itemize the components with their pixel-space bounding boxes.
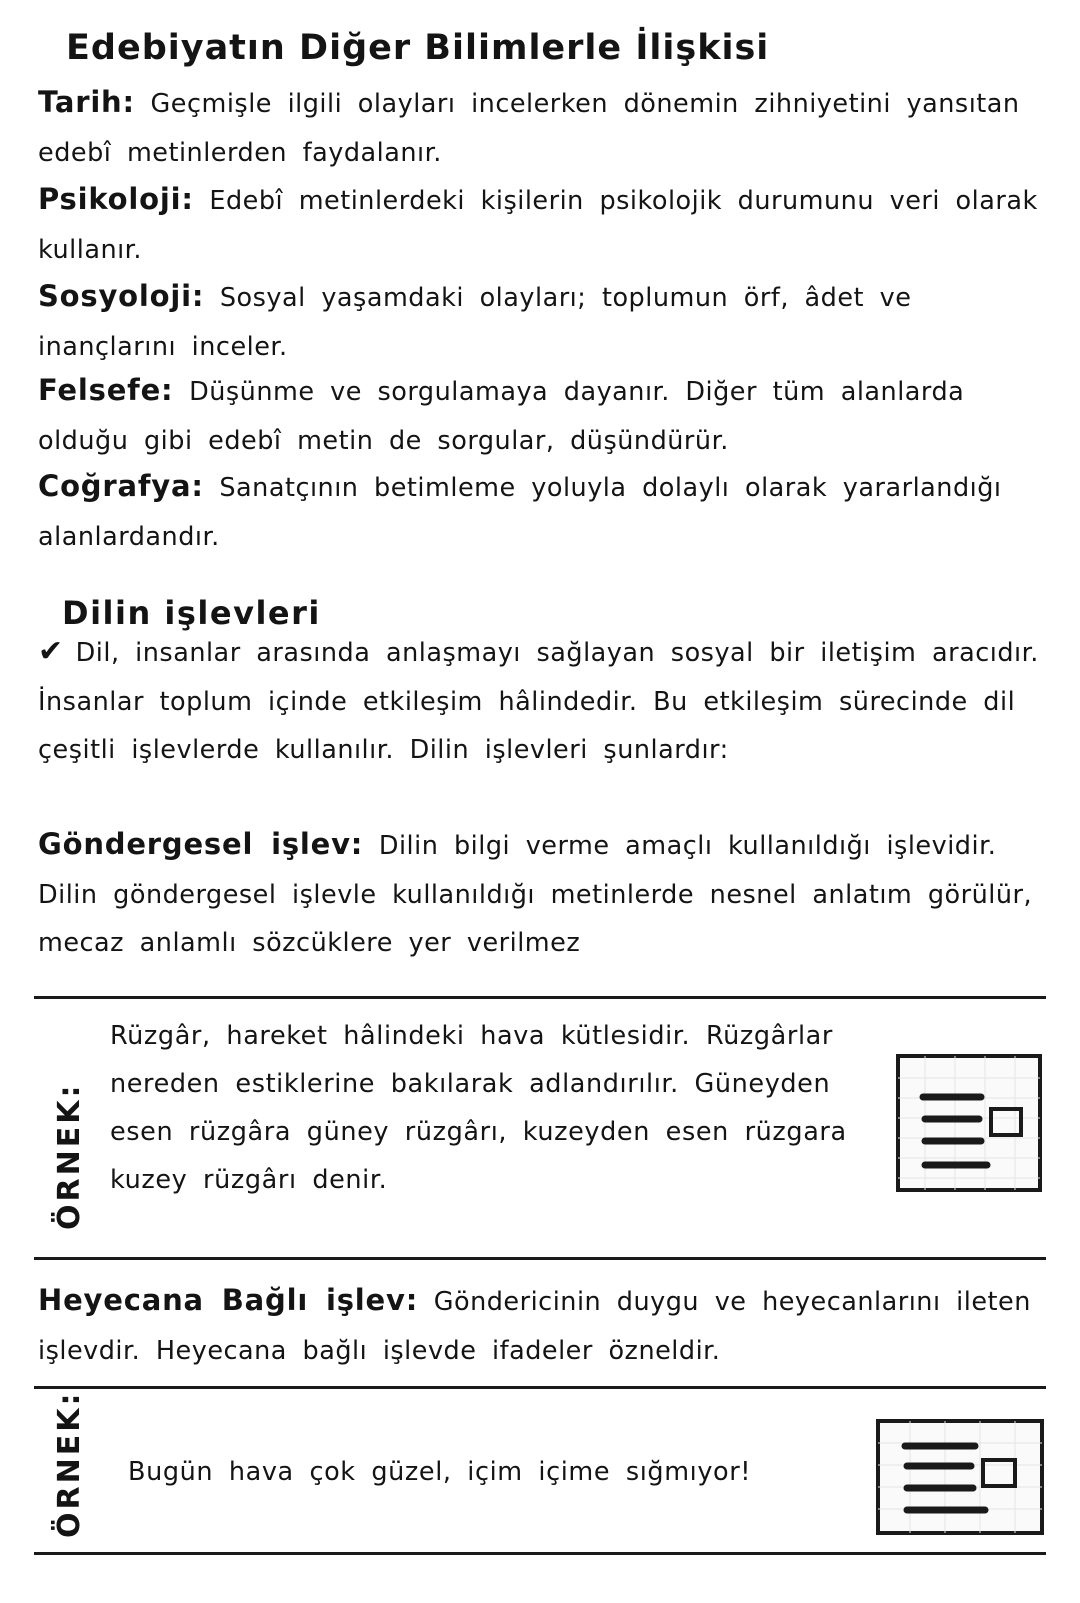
function-referential xyxy=(38,820,1058,968)
def-psychology: Edebî metinlerdeki kişilerin psikolojik durumunu veri olarak kullanır. xyxy=(38,186,1038,265)
def-geography: Sanatçının betimleme yoluyla dolaylı olarak yararlandığı alanlardandır. xyxy=(38,473,1002,552)
def-history: Geçmişle ilgili olayları incelerken dönemin zihniyetini yansıtan edebî metinlerden faydalanır. xyxy=(38,89,1020,168)
function-emotive xyxy=(38,1276,1058,1375)
def-referential: Dilin bilgi verme amaçlı kullanıldığı işlevidir. Dilin göndergesel işlevle kullanıldığı metinlerde nesnel anlatım görülür, mecaz anlamlı sözcüklere yer verilmez xyxy=(38,831,1033,958)
document-icon xyxy=(875,1418,1045,1536)
def-philosophy: Düşünme ve sorgulamaya dayanır. Diğer tüm alanlarda olduğu gibi edebî metin de sorgular, düşündürür. xyxy=(38,377,965,456)
term-emotive: Heyecana Bağlı işlev: xyxy=(38,1283,419,1317)
divider xyxy=(34,1386,1046,1389)
def-sociology: Sosyal yaşamdaki olayları; toplumun örf, âdet ve inançlarını inceler. xyxy=(38,283,912,362)
relation-psychology xyxy=(38,175,1058,274)
term-psychology: Psikoloji: xyxy=(38,182,194,216)
divider xyxy=(34,1552,1046,1555)
term-sociology: Sosyoloji: xyxy=(38,279,205,313)
term-geography: Coğrafya: xyxy=(38,469,204,503)
document-icon xyxy=(895,1053,1043,1193)
def-emotive: Göndericinin duygu ve heyecanlarını ileten işlevdir. Heyecana bağlı işlevde ifadeler özneldir. xyxy=(38,1287,1031,1366)
relation-geography xyxy=(38,462,1058,561)
relation-sociology xyxy=(38,272,1058,371)
term-history: Tarih: xyxy=(38,85,135,119)
language-intro xyxy=(38,628,1058,775)
term-philosophy: Felsefe: xyxy=(38,373,174,407)
page-title: Edebiyatın Diğer Bilimlerle İlişkisi xyxy=(66,28,770,68)
relation-philosophy xyxy=(38,366,1058,465)
example-text-2: Bugün hava çok güzel, içim içime sığmıyor! xyxy=(128,1457,752,1487)
divider xyxy=(34,996,1046,999)
section-title-language-functions: Dilin işlevleri xyxy=(62,594,321,632)
example-label-1: ÖRNEK: xyxy=(52,1082,87,1230)
intro-text: Dil, insanlar arasında anlaşmayı sağlayan sosyal bir iletişim aracıdır. İnsanlar toplum içinde etkileşim hâlindedir. Bu etkileşim sürecinde dil çeşitli işlevlerde kullanılır. Dilin işlevleri şunlardır: xyxy=(38,638,1039,765)
example-text-1: Rüzgâr, hareket hâlindeki hava kütlesidir. Rüzgârlar nereden estiklerine bakılarak adlandırılır. Güneyden esen rüzgâra güney rüzgârı, kuzeyden esen rüzgara kuzey rüzgârı denir. xyxy=(110,1021,847,1195)
divider xyxy=(34,1257,1046,1260)
check-icon: ✔ xyxy=(38,634,64,669)
relation-history xyxy=(38,78,1058,177)
term-referential: Göndergesel işlev: xyxy=(38,827,364,861)
example-label-2: ÖRNEK: xyxy=(52,1390,87,1538)
